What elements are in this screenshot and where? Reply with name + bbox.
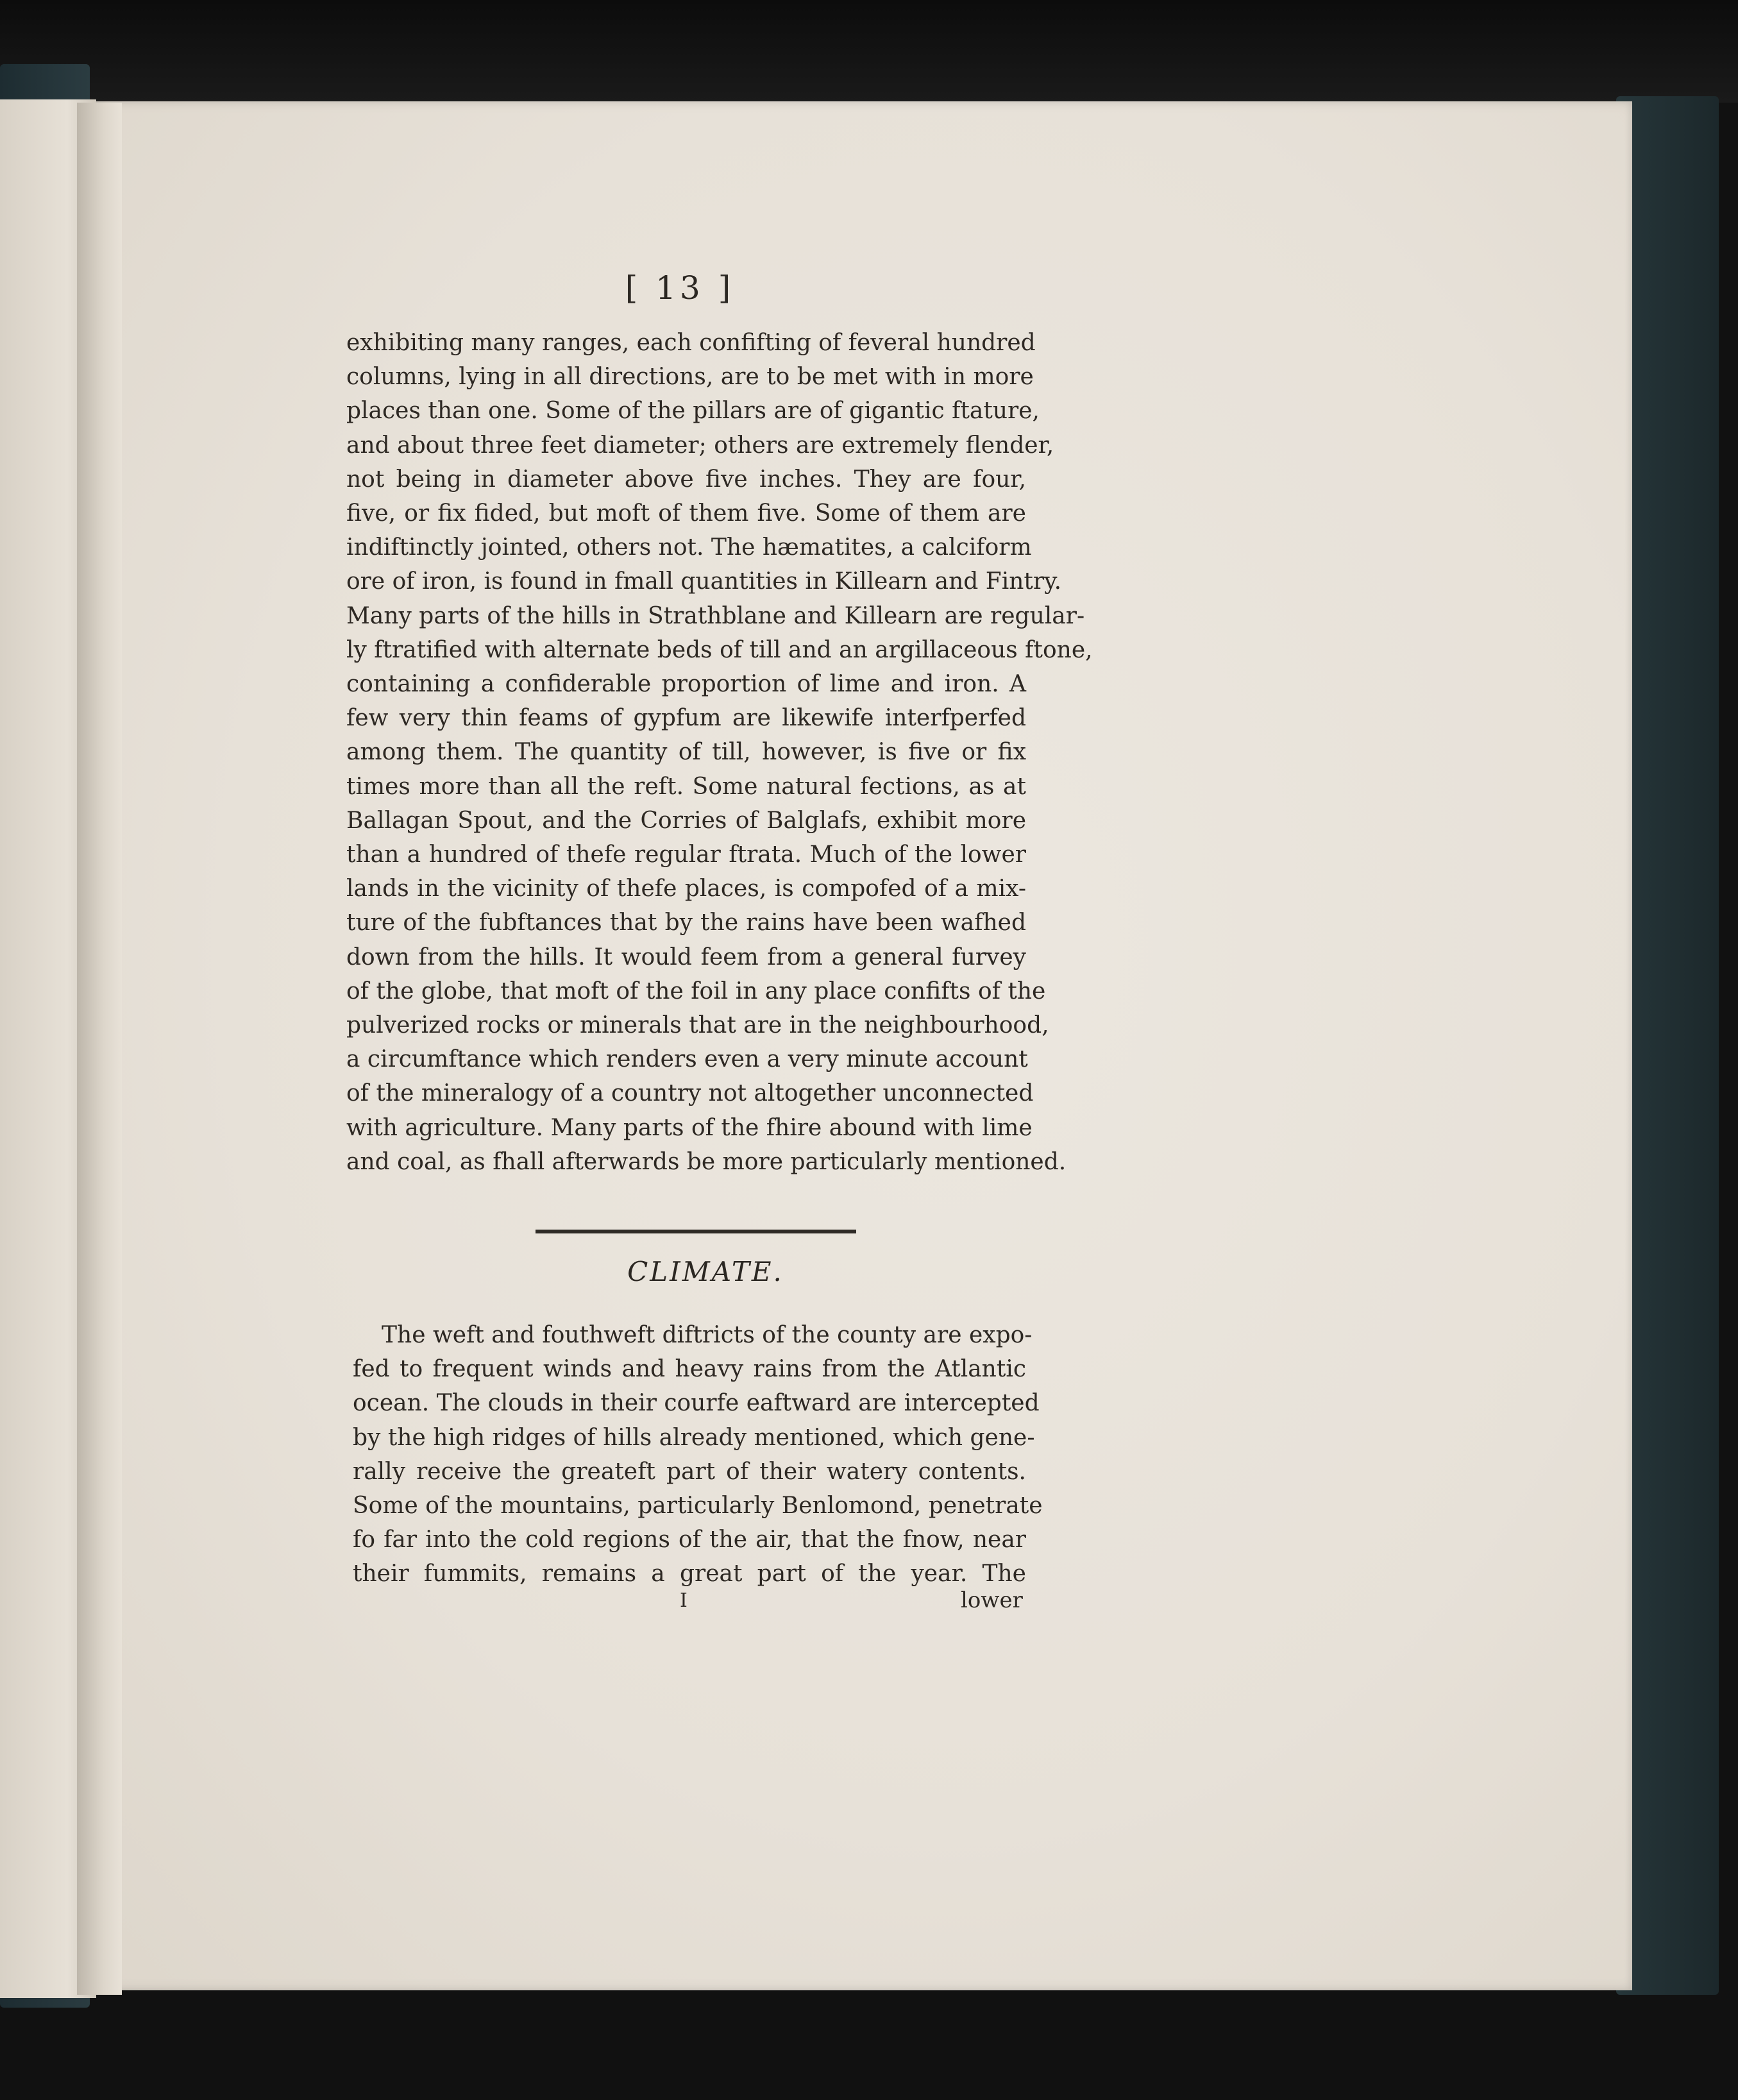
text-line: ture of the fubftances that by the rains have been wafhed bbox=[346, 910, 1026, 936]
text-line: times more than all the reft. Some natural fections, as at bbox=[346, 773, 1026, 800]
text-line: and about three feet diameter; others are extremely flender, bbox=[346, 432, 1054, 459]
text-line: exhibiting many ranges, each confifting of feveral hundred bbox=[346, 330, 1036, 356]
text-line: their fummits, remains a great part of the year. The bbox=[353, 1561, 1026, 1588]
text-line: down from the hills. It would feem from a general furvey bbox=[346, 944, 1026, 970]
text-line: places than one. Some of the pillars are of gigantic ftature, bbox=[346, 398, 1040, 425]
text-line: of the globe, that moft of the foil in any place confifts of the bbox=[346, 978, 1046, 1004]
text-line: ocean. The clouds in their courfe eaftward are intercepted bbox=[353, 1390, 1040, 1417]
text-line: ore of iron, is found in fmall quantities in Killearn and Fintry. bbox=[346, 568, 1062, 595]
text-line: fed to frequent winds and heavy rains from the Atlantic bbox=[353, 1356, 1026, 1383]
signature-mark: I bbox=[680, 1589, 688, 1612]
text-line: few very thin feams of gypfum are likewife interfperfed bbox=[346, 705, 1026, 732]
text-line: not being in diameter above five inches. They are four, bbox=[346, 466, 1026, 493]
body-paragraph-1 bbox=[346, 326, 1093, 1179]
catchword: lower bbox=[961, 1588, 1023, 1613]
text-line: than a hundred of thefe regular ftrata. Much of the lower bbox=[346, 842, 1026, 868]
text-line: Many parts of the hills in Strathblane and Killearn are regular- bbox=[346, 602, 1085, 629]
page-gutter bbox=[77, 103, 122, 1995]
text-line: and coal, as fhall afterwards be more particularly mentioned. bbox=[346, 1148, 1067, 1175]
text-line: five, or fix fided, but moft of them five. Some of them are bbox=[346, 500, 1026, 527]
text-line: among them. The quantity of till, however, is five or fix bbox=[346, 739, 1026, 766]
text-line: a circumftance which renders even a very minute account bbox=[346, 1046, 1028, 1073]
text-line: lands in the vicinity of thefe places, is compofed of a mix- bbox=[346, 876, 1026, 902]
section-heading: CLIMATE. bbox=[627, 1256, 784, 1287]
text-line: of the mineralogy of a country not altogether unconnected bbox=[346, 1080, 1034, 1107]
text-line: ly ftratified with alternate beds of till and an argillaceous ftone, bbox=[346, 636, 1093, 663]
page-number: [ 13 ] bbox=[625, 269, 735, 307]
text-line: indiftinctly jointed, others not. The hæmatites, a calciform bbox=[346, 534, 1032, 561]
text-line: Some of the mountains, particularly Benlomond, penetrate bbox=[353, 1493, 1043, 1520]
backdrop bbox=[0, 0, 1738, 103]
text-line: rally receive the greateft part of their watery contents. bbox=[353, 1458, 1026, 1485]
text-line: columns, lying in all directions, are to be met with in more bbox=[346, 364, 1034, 391]
text-line: fo far into the cold regions of the air, that the fnow, near bbox=[353, 1527, 1026, 1554]
text-line: pulverized rocks or minerals that are in the neighbourhood, bbox=[346, 1012, 1049, 1039]
body-paragraph-2 bbox=[353, 1318, 1043, 1591]
text-line: containing a confiderable proportion of lime and iron. A bbox=[346, 671, 1026, 698]
section-divider bbox=[536, 1230, 856, 1233]
text-line: with agriculture. Many parts of the fhire abound with lime bbox=[346, 1114, 1033, 1141]
text-line: Ballagan Spout, and the Corries of Balglafs, exhibit more bbox=[346, 807, 1026, 834]
text-line: by the high ridges of hills already mentioned, which gene- bbox=[353, 1424, 1035, 1451]
text-line: The weft and fouthweft diftricts of the county are expo- bbox=[382, 1322, 1033, 1348]
